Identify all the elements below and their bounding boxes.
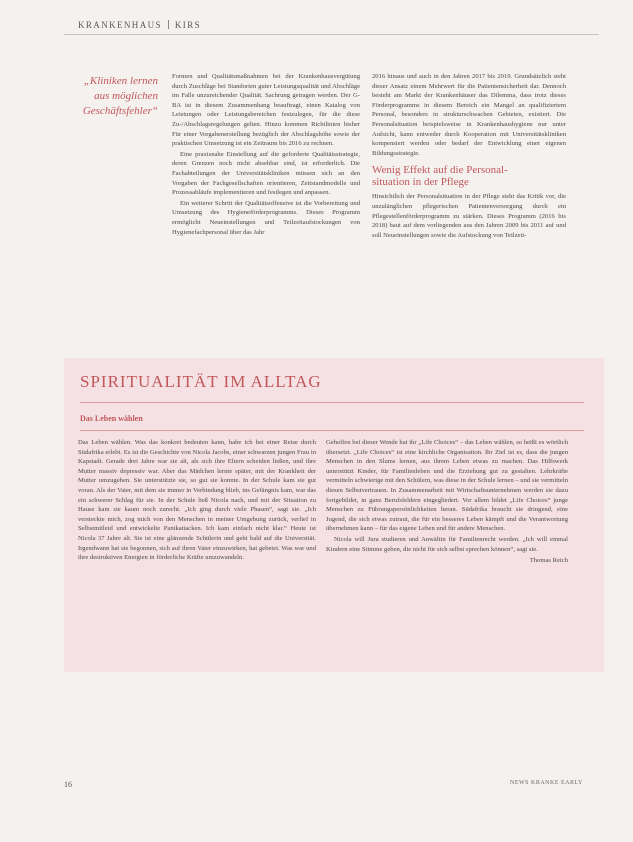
pull-quote-line: aus möglichen [94, 90, 158, 102]
paragraph: Ein weiterer Schritt der Qualitätsoffensive ist die Vorbereitung und Umsetzung des Hygieneförderprogramms. Dieses Programm ermöglicht Neueinstellungen und Teilzeitaufstockungen von Hygienefachpersonal über das Jahr [172, 199, 360, 236]
running-header [78, 20, 201, 30]
page-number: 16 [64, 780, 72, 789]
footer-brand: NEWS KRANKE EARLY [510, 780, 583, 786]
paragraph: Geholfen bei dieser Wende hat ihr „Life Choices“ – das Leben wählen, so heißt es wörtlich übersetzt. „Life Choices“ ist eine kirchliche Organisation. Ihr Ziel ist es, dass die jungen Menschen in den Slums lernen, aus ihrem Leben etwas zu machen. Das Hilfswerk unterstützt Kinder, für Familienleben und die Erziehung gut zu gestalten. Lehrkräfte vermitteln schwierige mit den Schülern, was diese in der Schule lernen – und sie vermitteln diesen Selbstvertrauen. In Zusammenarbeit mit Wirtschaftsunternehmen werden sie dazu fortgebildet, in ganz Berufsfeldern eingegliedert. Vor allem bildet „Life Choices“ junge Menschen zu Führungspersönlichkeiten heran. Südafrika braucht sie dringend, eine Jugend, die sich etwas zutraut, die für ein besseres Leben kämpft und die Verantwortung übernehmen kann – für das eigene Leben und für andere Menschen. [326, 439, 568, 533]
header-divider [168, 20, 169, 29]
box-rule-sub [80, 430, 584, 431]
header-sub: KIRS [174, 20, 202, 30]
paragraph: Nicola will Jura studieren und Anwältin für Familienrecht werden. „Ich will einmal Kindern eine Stimme geben, die nicht für sich selbst sprechen können“, sagt sie. [326, 535, 568, 553]
sidebar-box [64, 358, 604, 672]
box-subtitle: Das Leben wählen [80, 414, 143, 423]
header-section: KRANKENHAUS [78, 20, 162, 30]
box-column-right [326, 438, 568, 566]
paragraph: Eine praxisnahe Einstellung auf die geforderte Qualitätsstrategie, deren Grenzen noch nicht absehbar sind, ist erforderlich. Die Fachabteilungen der Universitätskliniken müssen sich an den Vorgaben der Fachgesellschaften orientieren, Zeitstandmodelle und Prozessabläufe implementieren und festlegen und anpassen. [172, 150, 360, 197]
article-column-middle [172, 72, 360, 238]
paragraph: 2016 hinaus und auch in den Jahren 2017 bis 2019. Grundsätzlich steht dieser Ansatz einem Mehrwert für die Patientensicherheit dar. Dennoch besteht am Markt der Krankenhäuser das Dilemma, dass trotz dieses Förderprogramms in diesem Bereich ein Mangel an qualifiziertem Personal, besonders in strukturschwachen Gebieten, existiert. Die Personalsituation beispielsweise in Krankenhaushygiene nur unter Aufsicht, kann entweder durch Kooperation mit Universitätskliniken kompensiert werden oder bedarf der Entwicklung einer eigenen Bildungsstrategie. [372, 73, 566, 157]
author-name: Thomas Reich [529, 557, 568, 565]
article-column-right [372, 72, 566, 241]
paragraph: Das Leben wählen. Was das konkret bedeuten kann, habe ich bei einer Reise durch Südafrika erlebt. Es ist die Geschichte von Nicola Jacobs, einer schwarzen jungen Frau in Kapstadt. Gerade drei Jahre war sie alt, als sich ihre Eltern scheiden ließen, und ihre Mutter massiv depressiv war. Aber das Mädchen lernte später, mit der Krankheit der Mutter umzugehen. Sie unterstützte sie, so gut sie konnte. In der Schule kam sie gut voran. Als der Vater, mit dem sie immer in Verbindung blieb, ins Gefängnis kam, war das ein schwerer Schlag für sie. In der Schule ließ Nicola nach, und mit der Situation zu Hause kam sie kaum noch zurecht. „Ich ging durch viele Phasen“, sagt sie. „Ich versteckte mich, zog mich von den Menschen in meiner Umgebung zurück, verlief in Selbstmitleid und entwickelte Panikattacken. Ich kam einfach nicht klar.“ Heute ist Nicola 37 Jahre alt. Sie ist eine glänzende Schülerin und geht bald auf die Universität. Irgendwann hat sie begonnen, sich auf ihren Vater einzuwirken, hat gebetet. Was war und ihre destruktiven Energien in förderliche Kräfte umzuwandeln. [78, 439, 316, 562]
subheading-line: Wenig Effekt auf die Personal- [372, 164, 508, 177]
paragraph: Formen und Qualitätsmaßnahmen bei der Krankenhausvergütung durch Zuschläge bei Standorten guter Leistungsqualität und Abschläge im Falle unzureichender Qualität. Sachrung getragen werden. Der G-BA ist in diesem Zusammenhang beauftragt, einen Katalog von Leistungen oder Leistungsbereichen festzulegen, für die diese Zu-/Abschlagsregelungen gelten. Hinzu kommen Richtlinien bisher Für einer Vorgabenerstellung bezüglich der Abschlagshöhe sowie der praktischen Umsetzung ist ein Zeitraum bis 2016 zu rechnen. [172, 73, 360, 148]
box-title: SPIRITUALITÄT IM ALLTAG [80, 372, 322, 391]
box-rule-top [80, 402, 584, 403]
paragraph: Hinsichtlich der Personalsituation in der Pflege steht das Kritik vor, die unzulänglichen pflegerischen Patientenversorgung durch ein Pflegestellenförderprogramm zu stärken. Dieses Programm (2016 bis 2018) baut auf dem vorliegenden aus den Jahren 2009 bis 2011 auf und soll Neueinstellungen sowie die Aufstockung von Teilzeit- [372, 193, 566, 239]
pull-quote-line: „Kliniken lernen [83, 75, 158, 87]
pull-quote-line: Geschäftsfehler“ [82, 105, 158, 117]
pull-quote [62, 74, 158, 119]
subheading [372, 164, 566, 188]
box-column-left [78, 438, 316, 564]
header-rule [64, 34, 599, 35]
subheading-line: situation in der Pflege [372, 176, 469, 189]
